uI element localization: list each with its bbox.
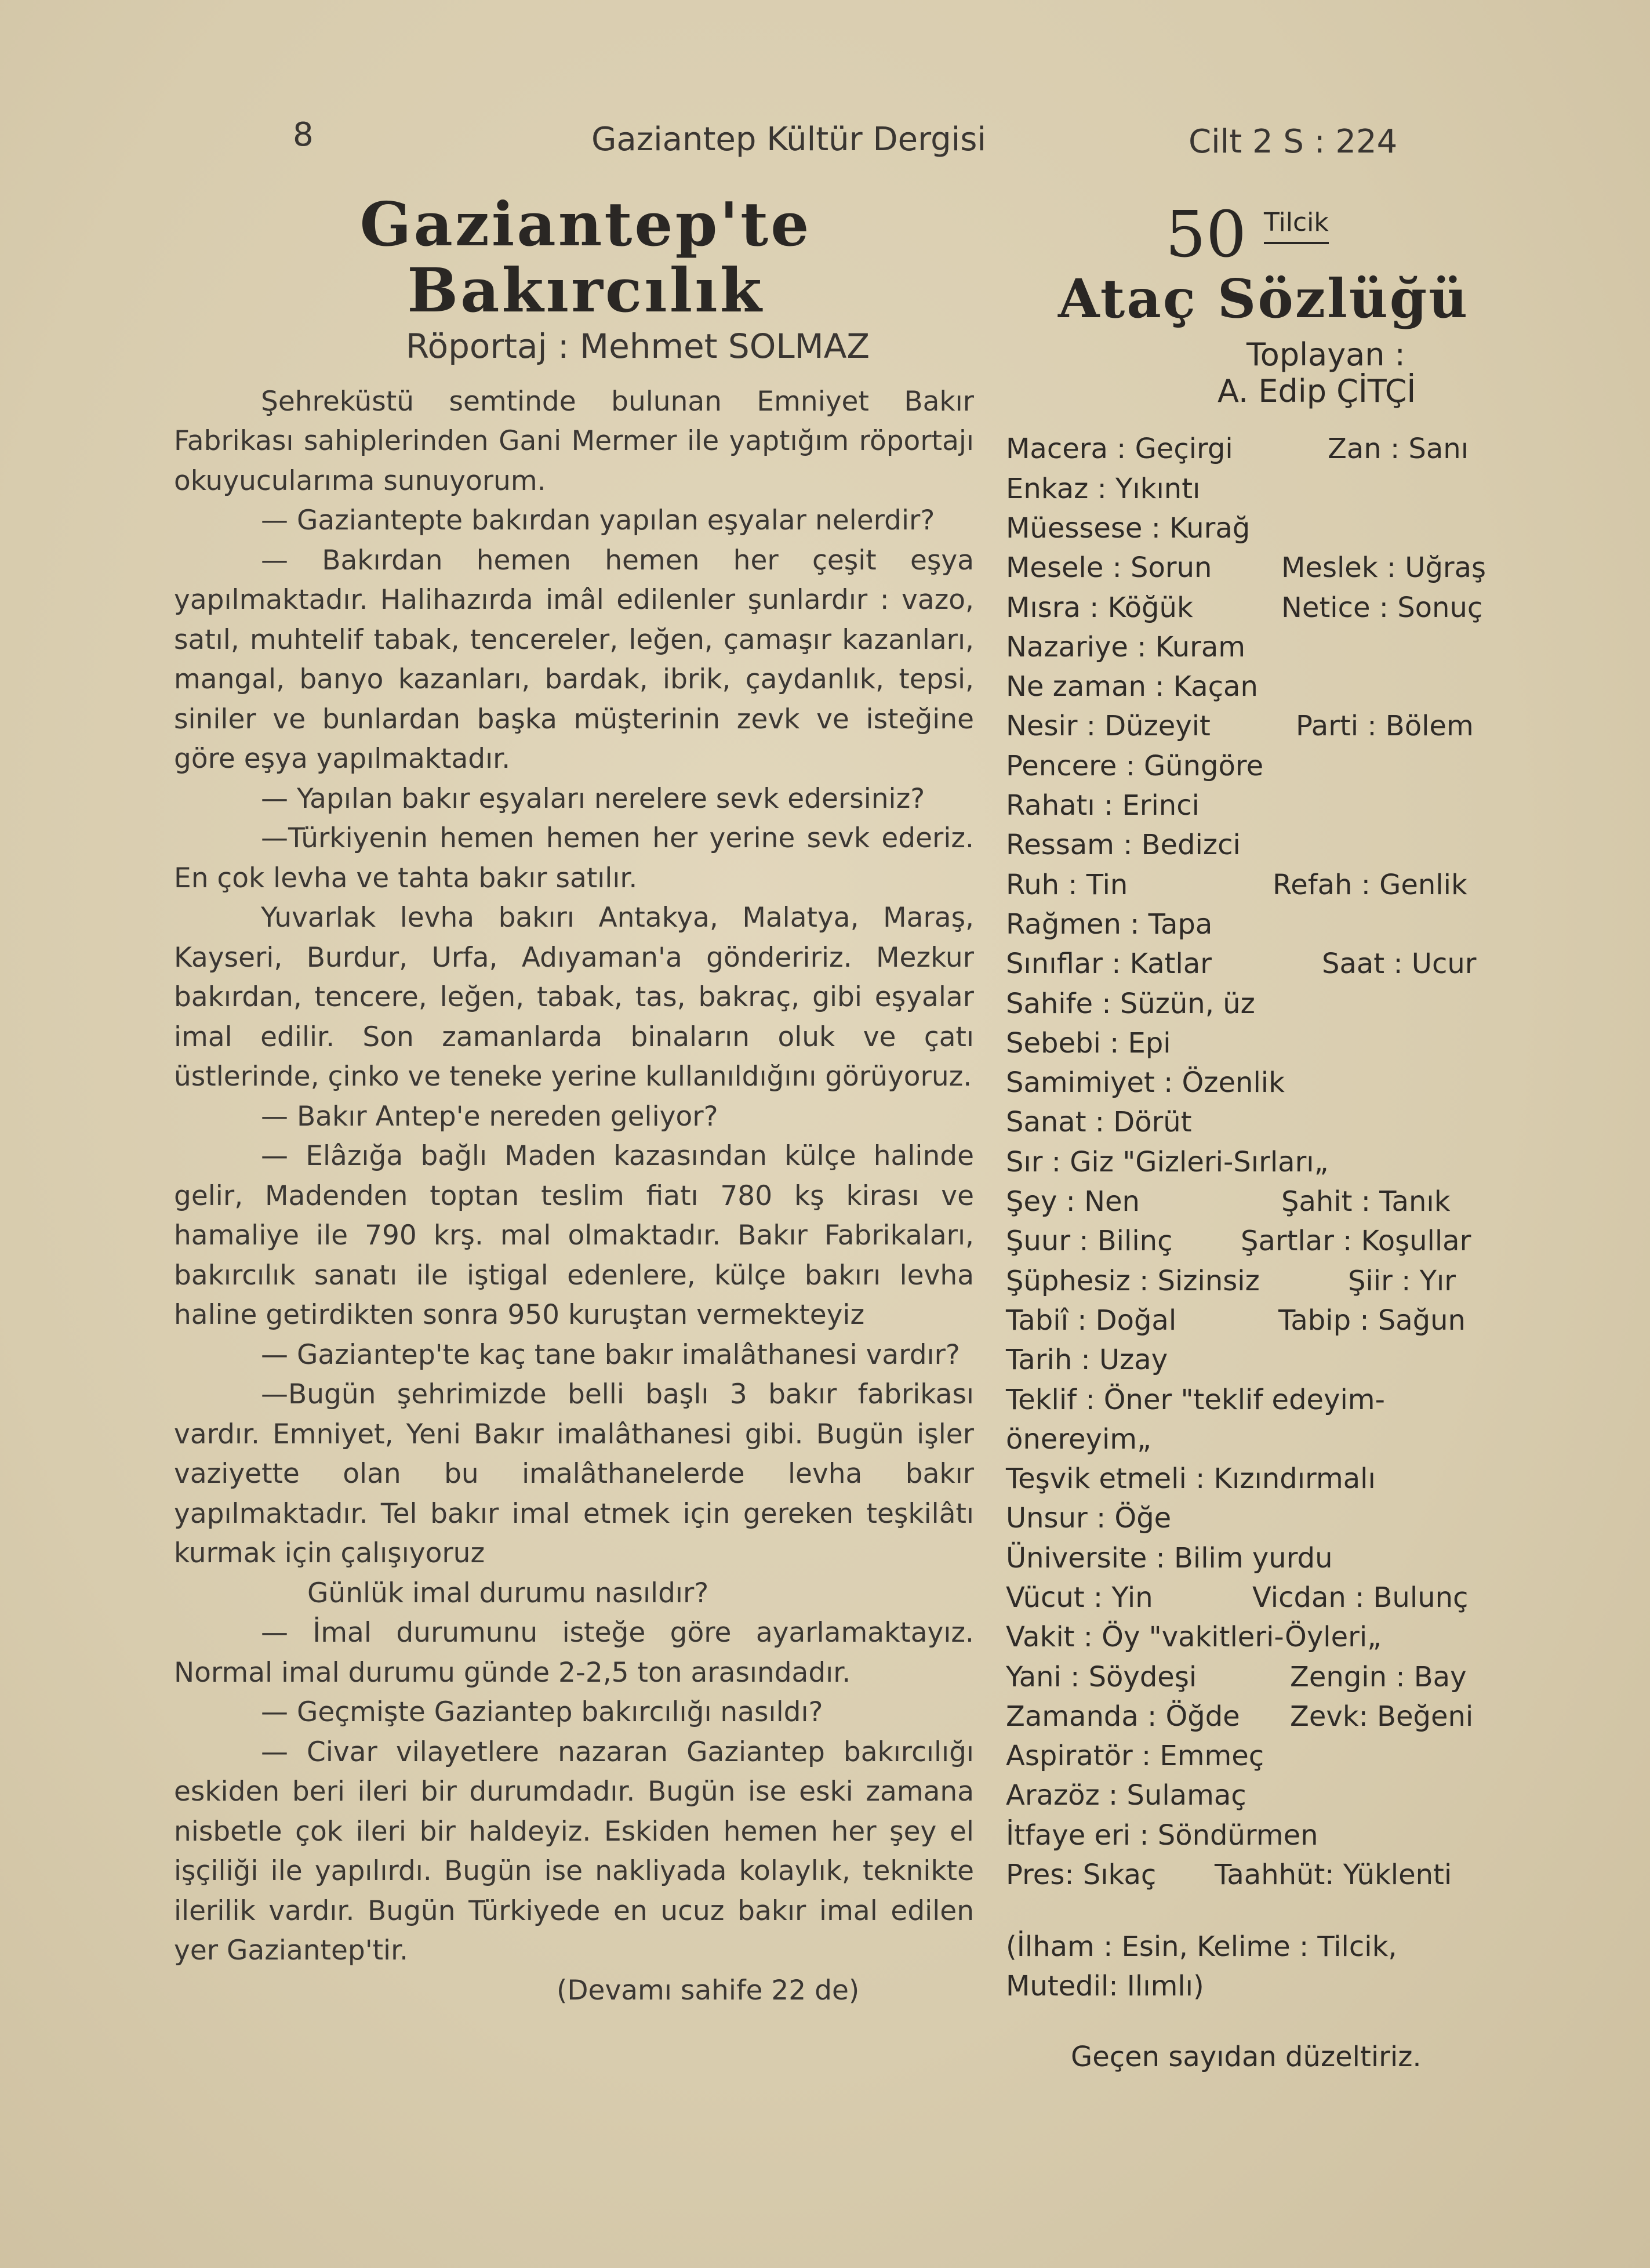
dictionary-entry (1006, 1225, 1499, 1264)
dictionary-entries (1006, 433, 1499, 1898)
entry-left: Samimiyet : Özenlik (1006, 1066, 1285, 1099)
journal-title: Gaziantep Kültür Dergisi (591, 121, 986, 158)
dictionary-entry (1006, 1740, 1499, 1779)
entry-right: Refah : Genlik (1273, 868, 1467, 901)
entry-left: Sebebi : Epi (1006, 1026, 1171, 1059)
continued-note: (Devamı sahife 22 de) (557, 1974, 860, 2006)
entry-right: Şahit : Tanık (1281, 1185, 1451, 1218)
dictionary-entry (1006, 1304, 1499, 1344)
dictionary-heading (1006, 191, 1499, 278)
dictionary-entry (1006, 631, 1499, 670)
dictionary-entry (1006, 1066, 1499, 1106)
dictionary-entry (1006, 908, 1499, 948)
dictionary-entry (1006, 1542, 1499, 1581)
compiler-name: A. Edip ÇİTÇİ (1217, 373, 1416, 410)
entry-left: İtfaye eri : Söndürmen (1006, 1819, 1318, 1852)
entry-left: Macera : Geçirgi (1006, 433, 1233, 466)
entry-right: Şartlar : Koşullar (1241, 1225, 1471, 1258)
article-answer: — Elâzığa bağlı Maden kazasından külçe halinde gelir, Madenden toptan teslim fiatı 780 kş kirası ve hamaliye ile 790 krş. mal olmaktadır. Bakır Fabrikaları, bakırcılık sanatı ile iştigal edenlere, külçe bakırı levha haline getirdikten sonra 950 kuruştan vermekteyiz (174, 1140, 974, 1331)
dictionary-entry (1006, 1027, 1499, 1066)
article-title: Gaziantep'te Bakırcılık (359, 188, 812, 326)
entry-left: Üniversite : Bilim yurdu (1006, 1541, 1333, 1574)
dictionary-entry (1006, 473, 1499, 512)
entry-left: Arazöz : Sulamaç (1006, 1779, 1246, 1812)
entry-right: Saat : Ucur (1322, 948, 1477, 981)
dictionary-entry (1006, 1146, 1499, 1185)
dictionary-entry (1006, 1344, 1499, 1383)
dictionary-entry (1006, 869, 1499, 908)
dictionary-entry (1006, 1859, 1499, 1898)
dictionary-entry (1006, 1185, 1499, 1225)
article-question: — Geçmişte Gaziantep bakırcılığı nasıldı? (261, 1696, 823, 1729)
dictionary-entry (1006, 551, 1499, 591)
compiler-label: Toplayan : (1246, 336, 1405, 373)
entry-left: Şüphesiz : Sizinsiz (1006, 1264, 1260, 1297)
dictionary-entry (1006, 1581, 1499, 1621)
entry-left: Tarih : Uzay (1006, 1344, 1168, 1377)
dictionary-entry (1006, 789, 1499, 829)
dictionary-entry (1006, 1106, 1499, 1145)
dictionary-entry (1006, 1384, 1499, 1423)
entry-right: Parti : Bölem (1296, 710, 1474, 743)
entry-left: Mısra : Köğük (1006, 591, 1193, 624)
dictionary-entry (1006, 948, 1499, 987)
dictionary-entry (1006, 592, 1499, 631)
article-question: — Bakır Antep'e nereden geliyor? (261, 1100, 718, 1133)
entry-left: Şuur : Bilinç (1006, 1225, 1173, 1258)
entry-left: Vakit : Öy "vakitleri-Öyleri„ (1006, 1621, 1382, 1654)
dictionary-entry (1006, 1700, 1499, 1740)
article-paragraph: Yuvarlak levha bakırı Antakya, Malatya, Maraş, Kayseri, Burdur, Urfa, Adıyaman'a göndeririz. Mezkur bakırdan, tencere, leğen, tabak, tas, bakraç, gibi eşyalar imal edilir. Son zamanlarda binaların oluk ve çatı üstlerinde, çinko ve teneke yerine kullanıldığını görüyoruz. (174, 902, 974, 1093)
entry-left: Ne zaman : Kaçan (1006, 670, 1258, 703)
dictionary-entry (1006, 1621, 1499, 1660)
article-column (174, 188, 974, 2011)
article-answer: —Türkiyenin hemen hemen her yerine sevk ederiz. En çok levha ve tahta bakır satılır. (174, 822, 974, 894)
entry-left: Müessese : Kurağ (1006, 511, 1251, 545)
entry-left: Rağmen : Tapa (1006, 908, 1213, 941)
entry-left: önereyim„ (1006, 1423, 1151, 1456)
entry-left: Sanat : Dörüt (1006, 1106, 1192, 1139)
dictionary-entry (1006, 988, 1499, 1027)
dictionary-entry (1006, 1819, 1499, 1859)
entry-right: Meslek : Uğraş (1281, 551, 1487, 585)
entry-left: Aspiratör : Emmeç (1006, 1740, 1264, 1773)
dictionary-entry (1006, 1423, 1499, 1463)
entry-right: Şiir : Yır (1348, 1264, 1456, 1297)
article-byline: Röportaj : Mehmet SOLMAZ (405, 326, 870, 366)
dictionary-entry (1006, 512, 1499, 551)
page-number: 8 (293, 116, 314, 154)
dictionary-entry (1006, 1463, 1499, 1502)
correction-note: Geçen sayıdan düzeltiriz. (1071, 2041, 1422, 2074)
entry-left: Yani : Söydeşi (1006, 1660, 1197, 1693)
dictionary-note: (İlham : Esin, Kelime : Tilcik, Mutedil: Ilımlı) (1006, 1930, 1397, 2003)
dictionary-entry (1006, 1265, 1499, 1304)
entry-left: Nesir : Düzeyit (1006, 710, 1211, 743)
dictionary-entry (1006, 829, 1499, 868)
entry-left: Unsur : Öğe (1006, 1502, 1172, 1535)
dictionary-entry (1006, 1661, 1499, 1700)
article-answer: — Civar vilayetlere nazaran Gaziantep bakırcılığı eskiden beri ileri bir durumdadır. Bugün ise eski zamana nisbetle çok ileri bir haldeyiz. Eskiden hemen her şey el işçiliği ile yapılırdı. Bugün ise nakliyada kolaylık, teknikte ilerilik vardır. Bugün Türkiyede en ucuz bakır imal edilen yer Gaziantep'tir. (174, 1736, 974, 1967)
entry-left: Teklif : Öner "teklif edeyim- (1006, 1383, 1385, 1416)
article-question: — Gaziantep'te kaç tane bakır imalâthanesi vardır? (261, 1338, 960, 1371)
entry-left: Zamanda : Öğde (1006, 1700, 1240, 1733)
entry-left: Mesele : Sorun (1006, 551, 1212, 585)
dictionary-entry (1006, 1779, 1499, 1819)
entry-left: Rahatı : Erinci (1006, 789, 1200, 822)
entry-left: Pres: Sıkaç (1006, 1859, 1157, 1892)
entry-right: Zan : Sanı (1328, 433, 1469, 466)
entry-left: Teşvik etmeli : Kızındırmalı (1006, 1463, 1376, 1496)
page-header (0, 116, 1650, 162)
entry-left: Sahife : Süzün, üz (1006, 987, 1255, 1020)
entry-left: Sınıflar : Katlar (1006, 948, 1212, 981)
entry-left: Ruh : Tin (1006, 868, 1128, 901)
entry-left: Şey : Nen (1006, 1185, 1140, 1218)
dictionary-entry (1006, 710, 1499, 749)
article-question: — Gaziantepte bakırdan yapılan eşyalar nelerdir? (261, 505, 935, 537)
article-paragraph: Şehreküstü semtinde bulunan Emniyet Bakır Fabrikası sahiplerinden Gani Mermer ile yaptığım röportajı okuyucularıma sunuyorum. (174, 385, 974, 497)
issue-label: Cilt 2 S : 224 (1189, 123, 1398, 161)
entry-left: Ressam : Bedizci (1006, 829, 1241, 862)
entry-left: Vücut : Yin (1006, 1581, 1153, 1614)
article-answer: —Bugün şehrimizde belli başlı 3 bakır fabrikası vardır. Emniyet, Yeni Bakır imalâthanesi gibi. Bugün işler vaziyette olan bu imalâthanelerde levha bakır yapılmaktadır. Tel bakır imal etmek için gereken teşkilâtı kurmak için çalışıyoruz (174, 1378, 974, 1570)
entry-left: Sır : Giz "Gizleri-Sırları„ (1006, 1145, 1329, 1178)
entry-right: Tabip : Sağun (1278, 1304, 1466, 1337)
dictionary-entry (1006, 750, 1499, 789)
entry-left: Enkaz : Yıkıntı (1006, 472, 1201, 505)
article-question: Günlük imal durumu nasıldır? (307, 1577, 709, 1609)
dictionary-entry (1006, 433, 1499, 472)
entry-right: Netice : Sonuç (1281, 591, 1483, 624)
word-count: 50 (1165, 197, 1246, 271)
entry-right: Zengin : Bay (1290, 1660, 1467, 1693)
entry-right: Taahhüt: Yüklenti (1215, 1859, 1452, 1892)
entry-right: Vicdan : Bulunç (1252, 1581, 1469, 1614)
word-unit: Tilcik (1264, 208, 1329, 244)
dictionary-column (1006, 191, 1499, 2073)
entry-left: Nazariye : Kuram (1006, 630, 1246, 663)
entry-right: Zevk: Beğeni (1290, 1700, 1474, 1733)
article-answer: — İmal durumunu isteğe göre ayarlamaktayız. Normal imal durumu günde 2-2,5 ton arasındadır. (174, 1617, 974, 1689)
dictionary-title: Ataç Sözlüğü (1058, 267, 1470, 330)
entry-left: Pencere : Güngöre (1006, 749, 1264, 782)
article-answer: — Bakırdan hemen hemen her çeşit eşya yapılmaktadır. Halihazırda imâl edilenler şunlardır : vazo, satıl, muhtelif tabak, tencereler, leğen, çamaşır kazanları, mangal, banyo kazanları, bardak, ibrik, çaydanlık, tepsi, siniler ve bunlardan başka müşterinin zevk ve isteğine göre eşya yapılmaktadır. (174, 544, 974, 775)
dictionary-entry (1006, 1502, 1499, 1541)
article-question: — Yapılan bakır eşyaları nerelere sevk edersiniz? (261, 782, 925, 815)
dictionary-entry (1006, 670, 1499, 710)
entry-left: Tabiî : Doğal (1006, 1304, 1177, 1337)
